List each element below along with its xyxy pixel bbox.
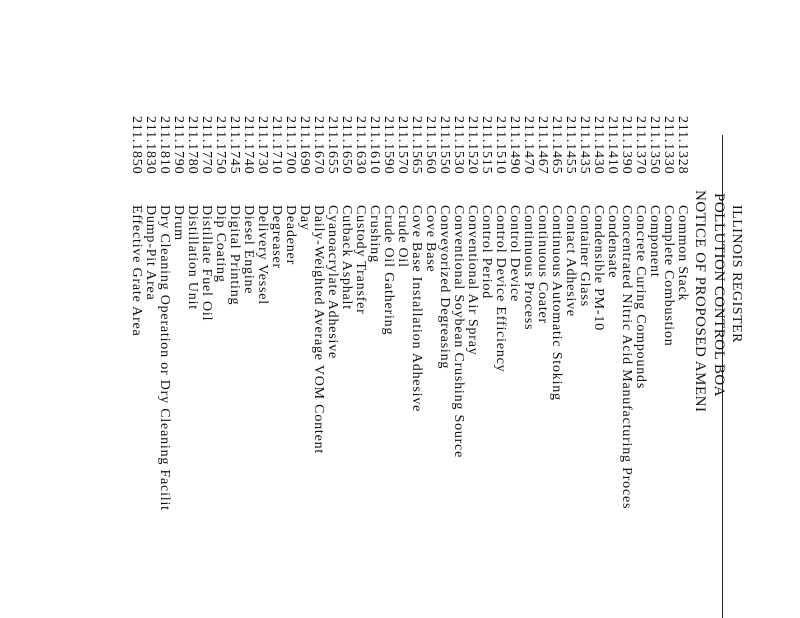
section-number: 211.1370 [633, 116, 648, 175]
list-item [395, 0, 409, 618]
list-item [409, 0, 423, 618]
defined-term: Contact Adhesive [563, 205, 578, 317]
list-item [521, 0, 535, 618]
section-number: 211.1510 [493, 116, 508, 175]
defined-term: Daily-Weighted Average VOM Content [311, 205, 326, 455]
defined-term: Conventional Air Spray [465, 205, 480, 356]
board-title: POLLUTION CONTROL BOA [711, 193, 727, 398]
list-item [325, 0, 339, 618]
defined-term: Common Stack [675, 205, 690, 302]
list-item [283, 0, 297, 618]
list-item [507, 0, 521, 618]
defined-term: Distillation Unit [185, 205, 200, 310]
list-item [157, 0, 171, 618]
list-item [675, 0, 689, 618]
list-item [633, 0, 647, 618]
list-item [171, 0, 185, 618]
section-number: 211.1770 [199, 116, 214, 175]
defined-term: Day [297, 205, 312, 231]
defined-term: Effective Grate Area [129, 205, 144, 337]
defined-term: Condensible PM-10 [591, 205, 606, 331]
defined-term: Crude Oil Gathering [381, 205, 396, 336]
section-number: 211.1465 [549, 116, 564, 175]
section-number: 211.1410 [605, 116, 620, 175]
list-item [297, 0, 311, 618]
section-number: 211.1570 [395, 116, 410, 175]
defined-term: Cove Base Installation Adhesive [409, 205, 424, 413]
list-item [269, 0, 283, 618]
defined-term: Distillate Fuel Oil [199, 205, 214, 322]
section-number: 211.1330 [661, 116, 676, 175]
section-number: 211.1630 [353, 116, 368, 175]
defined-term: Conventional Soybean Crushing Source [451, 205, 466, 459]
defined-term: Control Device [507, 205, 522, 303]
defined-term: Condensate [605, 205, 620, 279]
notice-title: NOTICE OF PROPOSED AMENI [692, 190, 708, 413]
defined-term: Complete Combustion [661, 205, 676, 347]
section-number: 211.1530 [451, 116, 466, 175]
defined-term: Concrete Curing Compounds [633, 205, 648, 390]
section-number: 211.1750 [213, 116, 228, 175]
section-number: 211.1550 [437, 116, 452, 175]
section-number: 211.1467 [535, 116, 550, 175]
list-item [213, 0, 227, 618]
definitions-list [129, 0, 689, 618]
section-number: 211.1610 [367, 116, 382, 175]
section-number: 211.1455 [563, 116, 578, 175]
list-item [339, 0, 353, 618]
list-item [423, 0, 437, 618]
section-number: 211.1470 [521, 116, 536, 175]
list-item [577, 0, 591, 618]
defined-term: Concentrated Nitric Acid Manufacturing Proces [619, 205, 634, 510]
defined-term: Continuous Coater [535, 205, 550, 324]
defined-term: Control Period [479, 205, 494, 300]
defined-term: Container Glass [577, 205, 592, 307]
defined-term: Cove Base [423, 205, 438, 273]
defined-term: Continuous Automatic Stoking [549, 205, 564, 401]
defined-term: Component [647, 205, 662, 278]
list-item [241, 0, 255, 618]
defined-term: Crude Oil [395, 205, 410, 268]
section-number: 211.1350 [647, 116, 662, 175]
list-item [465, 0, 479, 618]
defined-term: Dump-Pit Area [143, 205, 158, 301]
section-number: 211.1780 [185, 116, 200, 175]
section-number: 211.1650 [339, 116, 354, 175]
section-number: 211.1328 [675, 116, 690, 175]
defined-term: Cyanoacrylate Adhesive [325, 205, 340, 360]
section-number: 211.1490 [507, 116, 522, 175]
list-item [479, 0, 493, 618]
section-number: 211.1590 [381, 116, 396, 175]
list-item [353, 0, 367, 618]
list-item [437, 0, 451, 618]
section-number: 211.1515 [479, 116, 494, 175]
section-number: 211.1690 [297, 116, 312, 175]
section-number: 211.1730 [255, 116, 270, 175]
defined-term: Crushing [367, 205, 382, 263]
defined-term: Continuous Process [521, 205, 536, 331]
list-item [563, 0, 577, 618]
section-number: 211.1430 [591, 116, 606, 175]
list-item [535, 0, 549, 618]
list-item [549, 0, 563, 618]
register-title: ILLINOIS REGISTER [729, 205, 744, 343]
section-number: 211.1560 [423, 116, 438, 175]
defined-term: Degreaser [269, 205, 284, 269]
defined-term: Conveyorized Degreasing [437, 205, 452, 370]
defined-term: Digital Printing [227, 205, 242, 306]
section-number: 211.1790 [171, 116, 186, 175]
defined-term: Delivery Vessel [255, 205, 270, 305]
list-item [227, 0, 241, 618]
section-number: 211.1655 [325, 116, 340, 175]
defined-term: Dip Coating [213, 205, 228, 283]
section-number: 211.1710 [269, 116, 284, 175]
section-number: 211.1520 [465, 116, 480, 175]
section-number: 211.1670 [311, 116, 326, 175]
list-item [199, 0, 213, 618]
list-item [619, 0, 633, 618]
list-item [255, 0, 269, 618]
list-item [129, 0, 143, 618]
section-number: 211.1830 [143, 116, 158, 175]
list-item [661, 0, 675, 618]
list-item [647, 0, 661, 618]
section-number: 211.1565 [409, 116, 424, 175]
list-item [311, 0, 325, 618]
list-item [605, 0, 619, 618]
defined-term: Diesel Engine [241, 205, 256, 295]
section-number: 211.1435 [577, 116, 592, 175]
list-item [143, 0, 157, 618]
defined-term: Control Device Efficiency [493, 205, 508, 373]
section-number: 211.1745 [227, 116, 242, 175]
list-item [185, 0, 199, 618]
list-item [451, 0, 465, 618]
section-number: 211.1850 [129, 116, 144, 175]
defined-term: Cutback Asphalt [339, 205, 354, 310]
defined-term: Dry Cleaning Operation or Dry Cleaning Facilit [157, 205, 172, 511]
list-item [493, 0, 507, 618]
list-item [367, 0, 381, 618]
section-number: 211.1390 [619, 116, 634, 175]
defined-term: Custody Transfer [353, 205, 368, 315]
section-number: 211.1810 [157, 116, 172, 175]
defined-term: Deadener [283, 205, 298, 266]
list-item [381, 0, 395, 618]
list-item [591, 0, 605, 618]
section-number: 211.1700 [283, 116, 298, 175]
section-number: 211.1740 [241, 116, 256, 175]
defined-term: Drum [171, 205, 186, 241]
